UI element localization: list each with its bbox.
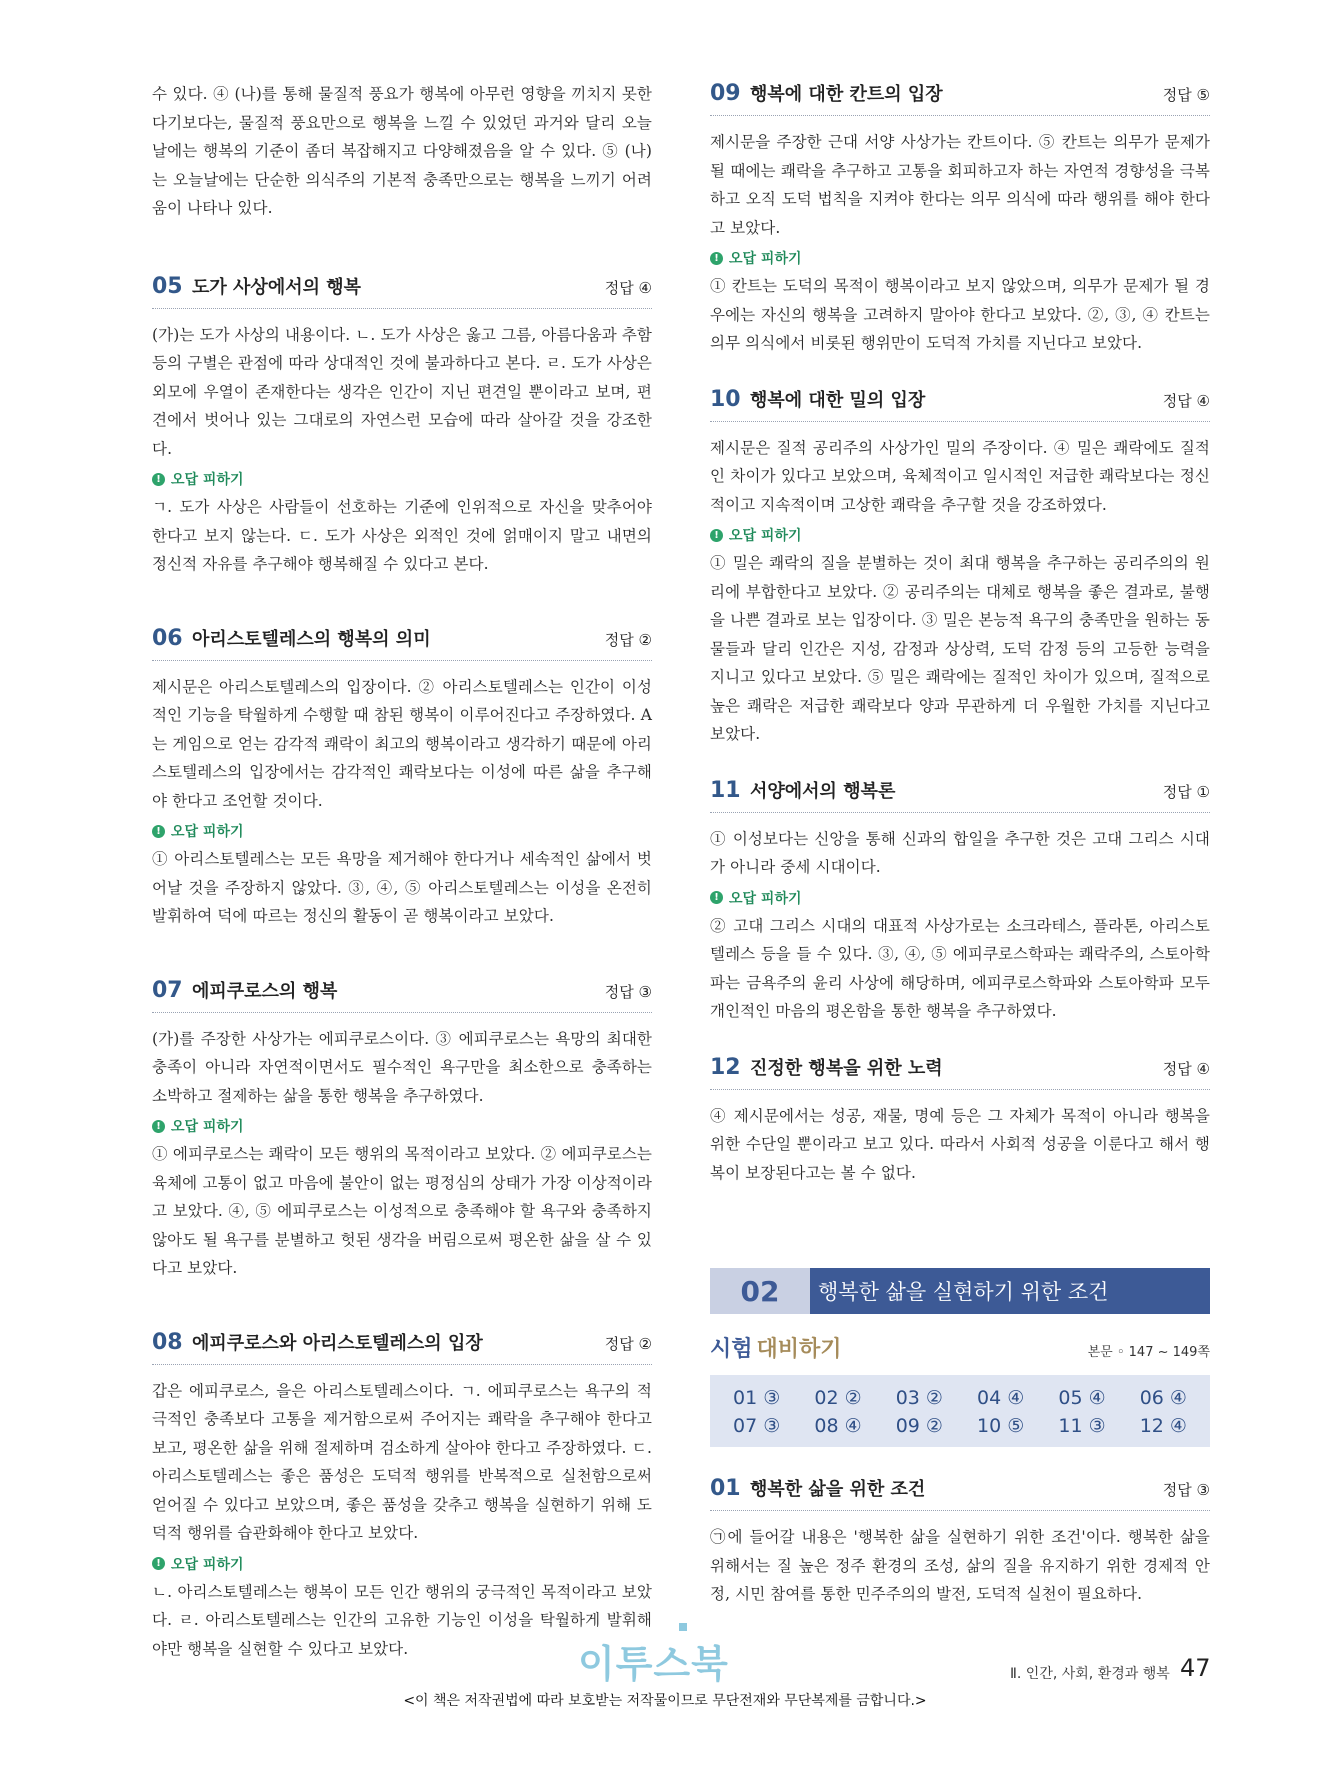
- section-body: 제시문은 아리스토텔레스의 입장이다. ② 아리스토텔레스는 인간이 이성적인 기능을 탁월하게 수행할 때 참된 행복이 이루어진다고 주장하였다. A는 게임으로 얻는 감각적 쾌락이 최고의 행복이라고 생각하기 때문에 아리스토텔레스의 입장에서는 감각적인 쾌락보다는 이성에 따른 삶을 추구해야 한다고 조언할 것이다.: [152, 677, 652, 810]
- section-title: 행복한 삶을 위한 조건: [750, 1479, 926, 1500]
- section-10: [710, 386, 1210, 749]
- section-header: [710, 1475, 1210, 1511]
- section-body: ㉠에 들어갈 내용은 '행복한 삶을 실현하기 위한 조건'이다. 행복한 삶을 위해서는 질 높은 정주 환경의 조성, 삶의 질을 유지하기 위한 경제적 안정, 시민 참여를 통한 민주주의의 발전, 도덕적 실천이 필요하다.: [710, 1528, 1210, 1603]
- answer-cell: 10 ⑤: [977, 1415, 1025, 1437]
- section-body: (가)를 주장한 사상가는 에피쿠로스이다. ③ 에피쿠로스는 욕망의 최대한 충족이 아니라 자연적이면서도 필수적인 욕구만을 최소한으로 충족하는 소박하고 절제하는 삶을 통한 행복을 추구하였다.: [152, 1029, 652, 1105]
- section-12: [710, 1054, 1210, 1188]
- section-title: 아리스토텔레스의 행복의 의미: [192, 628, 431, 650]
- avoid-heading: [152, 821, 652, 841]
- answer-label: 정답 ④: [1162, 1059, 1210, 1078]
- section-title: 서양에서의 행복론: [750, 780, 896, 802]
- page-number: 47: [1180, 1654, 1211, 1682]
- answer-cell: 01 ③: [733, 1387, 781, 1409]
- avoid-body: ㄱ. 도가 사상은 사람들이 선호하는 기준에 인위적으로 자신을 맞추어야 한다고 보지 않는다. ㄷ. 도가 사상은 외적인 것에 얽매이지 말고 내면의 정신적 자유를 추구해야 행복해질 수 있다고 본다.: [152, 498, 652, 573]
- answer-grid: [710, 1375, 1210, 1447]
- section-08: [152, 1329, 652, 1664]
- section-07: [152, 977, 652, 1283]
- exam-page-ref: 본문 ◦ 147 ~ 149쪽: [1087, 1345, 1210, 1360]
- copyright-notice: <이 책은 저작권법에 따라 보호받는 저작물이므로 무단전재와 무단복제를 금합니다.>: [403, 1693, 927, 1709]
- section-body: (가)는 도가 사상의 내용이다. ㄴ. 도가 사상은 옳고 그름, 아름다움과 추함 등의 구별은 관점에 따라 상대적인 것에 불과하다고 본다. ㄹ. 도가 사상은 외모에 우열이 존재한다는 생각은 인간이 지닌 편견일 뿐이라고 보며, 편견에서 벗어나 있는 그대로의 자연스런 모습에 따라 살아갈 것을 강조한다.: [152, 325, 652, 458]
- section-body: 제시문은 질적 공리주의 사상가인 밀의 주장이다. ④ 밀은 쾌락에도 질적인 차이가 있다고 보았으며, 육체적이고 일시적인 저급한 쾌락보다는 정신적이고 지속적이며 고상한 쾌락을 추구할 것을 강조하였다.: [710, 438, 1210, 514]
- section-body: ① 이성보다는 신앙을 통해 신과의 합일을 추구한 것은 고대 그리스 시대가 아니라 중세 시대이다.: [710, 829, 1210, 876]
- section-header: [152, 273, 652, 309]
- answer-label: 정답 ④: [1162, 391, 1210, 410]
- exclamation-icon: !: [710, 891, 723, 904]
- section-number: 07: [152, 977, 183, 1003]
- section-number: 11: [710, 777, 741, 803]
- exam-title-b: 대비하기: [756, 1337, 842, 1362]
- answer-label: 정답 ⑤: [1162, 86, 1210, 104]
- answer-label: 정답 ④: [604, 278, 652, 297]
- avoid-body: ① 칸트는 도덕의 목적이 행복이라고 보지 않았으며, 의무가 문제가 될 경우에는 자신의 행복을 고려하지 말아야 한다고 보았다. ②, ③, ④ 칸트는 의무 의식에서 비롯된 행위만이 도덕적 가치를 지닌다고 보았다.: [710, 277, 1210, 352]
- exclamation-icon: !: [152, 1120, 165, 1133]
- footer-section-label: Ⅱ. 인간, 사회, 환경과 행복: [1010, 1666, 1170, 1682]
- avoid-heading: [152, 469, 652, 489]
- answer-cell: 03 ②: [895, 1387, 943, 1409]
- avoid-body: ① 아리스토텔레스는 모든 욕망을 제거해야 한다거나 세속적인 삶에서 벗어날 것을 주장하지 않았다. ③, ④, ⑤ 아리스토텔레스는 이성을 온전히 발휘하여 덕에 따르는 정신의 활동이 곧 행복이라고 보았다.: [152, 850, 652, 925]
- unit-number: 02: [710, 1268, 810, 1314]
- exclamation-icon: !: [152, 1557, 165, 1570]
- avoid-label: 오답 피하기: [171, 1119, 244, 1135]
- answer-cell: 02 ②: [814, 1387, 862, 1409]
- section-header: [710, 777, 1210, 813]
- section-title: 에피쿠로스와 아리스토텔레스의 입장: [192, 1332, 483, 1354]
- unit-title: 행복한 삶을 실현하기 위한 조건: [818, 1280, 1109, 1304]
- avoid-heading: [710, 525, 1210, 545]
- avoid-heading: [710, 248, 1210, 268]
- answer-label: 정답 ②: [604, 630, 652, 649]
- avoid-label: 오답 피하기: [171, 1556, 244, 1573]
- section-number: 05: [152, 273, 183, 299]
- avoid-label: 오답 피하기: [171, 472, 244, 488]
- unit-block: [710, 1268, 1210, 1609]
- section-number: 08: [152, 1329, 183, 1355]
- section-header: [152, 1329, 652, 1365]
- logo-text: 이투스북: [578, 1642, 729, 1686]
- section-body: 제시문을 주장한 근대 서양 사상가는 칸트이다. ⑤ 칸트는 의무가 문제가 될 때에는 쾌락을 추구하고 고통을 회피하고자 하는 자연적 경향성을 극복하고 오직 도덕 법칙을 지켜야 한다는 의무 의식에 따라 행위를 해야 한다고 보았다.: [710, 133, 1210, 237]
- section-header: [710, 1054, 1210, 1090]
- section-title: 진정한 행복을 위한 노력: [750, 1057, 943, 1079]
- intro-paragraph: 수 있다. ④ (나)를 통해 물질적 풍요가 행복에 아무런 영향을 끼치지 못한다기보다는, 물질적 풍요만으로 행복을 느낄 수 있었던 과거와 달리 오늘날에는 행복의 기준이 좀더 복잡해지고 다양해졌음을 알 수 있다. ⑤ (나)는 오늘날에는 단순한 의식주의 기본적 충족만으로는 행복을 느끼기 어려움이 나타나 있다.: [152, 85, 652, 217]
- section-number: 09: [710, 81, 741, 106]
- right-column: [710, 80, 1210, 1187]
- section-title: 도가 사상에서의 행복: [192, 276, 362, 298]
- section-title: 에피쿠로스의 행복: [192, 980, 338, 1002]
- section-06: [152, 625, 652, 931]
- avoid-heading: [152, 1554, 652, 1574]
- section-11: [710, 777, 1210, 1026]
- avoid-heading: [152, 1116, 652, 1136]
- avoid-heading: [710, 888, 1210, 908]
- section-number: 06: [152, 625, 183, 651]
- avoid-label: 오답 피하기: [171, 824, 244, 840]
- answer-label: 정답 ①: [1162, 782, 1210, 801]
- section-09: [710, 80, 1210, 358]
- section-header: [710, 386, 1210, 422]
- avoid-label: 오답 피하기: [729, 528, 802, 544]
- section-u01: [710, 1475, 1210, 1609]
- publisher-logo: [578, 1633, 729, 1688]
- exclamation-icon: !: [152, 825, 165, 838]
- answer-cell: 11 ③: [1058, 1415, 1106, 1437]
- section-header: [152, 625, 652, 661]
- answer-label: 정답 ③: [604, 982, 652, 1001]
- avoid-body: ㄴ. 아리스토텔레스는 행복이 모든 인간 행위의 궁극적인 목적이라고 보았다. ㄹ. 아리스토텔레스는 인간의 고유한 기능인 이성을 탁월하게 발휘해야만 행복을 실현할 수 있다고 보았다.: [152, 1582, 652, 1658]
- section-body: ④ 제시문에서는 성공, 재물, 명예 등은 그 자체가 목적이 아니라 행복을 위한 수단일 뿐이라고 보고 있다. 따라서 사회적 성공을 이룬다고 해서 행복이 보장된다고는 볼 수 없다.: [710, 1106, 1210, 1182]
- section-body: 갑은 에피쿠로스, 을은 아리스토텔레스이다. ㄱ. 에피쿠로스는 욕구의 적극적인 충족보다 고통을 제거함으로써 주어지는 쾌락을 추구해야 한다고 보고, 평온한 삶을 위해 절제하며 검소하게 살아야 한다고 주장하였다. ㄷ. 아리스토텔레스는 좋은 품성은 도덕적 행위를 반복적으로 실천함으로써 얻어질 수 있다고 보았으며, 좋은 품성을 갖추고 행복을 실현하기 위해 도덕적 행위를 습관화해야 한다고 보았다.: [152, 1381, 652, 1542]
- section-05: [152, 273, 652, 579]
- section-number: 10: [710, 386, 741, 412]
- answer-cell: 12 ④: [1139, 1415, 1187, 1437]
- unit-banner: [710, 1268, 1210, 1314]
- avoid-body: ② 고대 그리스 시대의 대표적 사상가로는 소크라테스, 플라톤, 아리스토텔레스 등을 들 수 있다. ③, ④, ⑤ 에피쿠로스학파는 쾌락주의, 스토아학파는 금욕주의 윤리 사상에 해당하며, 에피쿠로스학파와 스토아학파 모두 개인적인 마음의 평온함을 통한 행복을 추구하였다.: [710, 916, 1210, 1020]
- logo-mark-icon: [679, 1623, 687, 1631]
- answer-cell: 04 ④: [977, 1387, 1025, 1409]
- answer-label: 정답 ②: [604, 1334, 652, 1353]
- exclamation-icon: !: [710, 529, 723, 542]
- avoid-label: 오답 피하기: [729, 251, 802, 267]
- left-column: [152, 80, 652, 1663]
- avoid-body: ① 에피쿠로스는 쾌락이 모든 행위의 목적이라고 보았다. ② 에피쿠로스는 육체에 고통이 없고 마음에 불안이 없는 평정심의 상태가 가장 이상적이라고 보았다. ④, ⑤ 에피쿠로스는 이성적으로 충족해야 할 욕구와 충족하지 않아도 될 욕구를 분별하고 헛된 생각을 버림으로써 평온한 삶을 살 수 있다고 보았다.: [152, 1145, 652, 1277]
- section-title: 행복에 대한 칸트의 입장: [750, 84, 943, 105]
- answer-cell: 05 ④: [1058, 1387, 1106, 1409]
- avoid-body: ① 밀은 쾌락의 질을 분별하는 것이 최대 행복을 추구하는 공리주의의 원리에 부합한다고 보았다. ② 공리주의는 대체로 행복을 좋은 결과로, 불행을 나쁜 결과로 보는 입장이다. ③ 밀은 본능적 욕구의 충족만을 원하는 동물들과 달리 인간은 지성, 감정과 상상력, 도덕 감정 등의 고등한 능력을 지니고 있다고 보았다. ⑤ 밀은 쾌락에는 질적인 차이가 있으며, 질적으로 높은 쾌락은 저급한 쾌락보다 양과 무관하게 더 우월한 가치를 지닌다고 보았다.: [710, 554, 1210, 743]
- avoid-label: 오답 피하기: [729, 890, 802, 907]
- answer-cell: 06 ④: [1139, 1387, 1187, 1409]
- exclamation-icon: !: [710, 252, 723, 265]
- answer-cell: 08 ④: [814, 1415, 862, 1437]
- section-number: 12: [710, 1054, 741, 1080]
- exam-title-a: 시험: [710, 1337, 753, 1362]
- answer-label: 정답 ③: [1162, 1481, 1210, 1499]
- section-header: [152, 977, 652, 1013]
- section-number: 01: [710, 1476, 741, 1501]
- section-header: [710, 80, 1210, 116]
- section-title: 행복에 대한 밀의 입장: [750, 389, 926, 411]
- answer-cell: 07 ③: [733, 1415, 781, 1437]
- exam-header: [710, 1332, 1210, 1363]
- answer-cell: 09 ②: [895, 1415, 943, 1437]
- exclamation-icon: !: [152, 473, 165, 486]
